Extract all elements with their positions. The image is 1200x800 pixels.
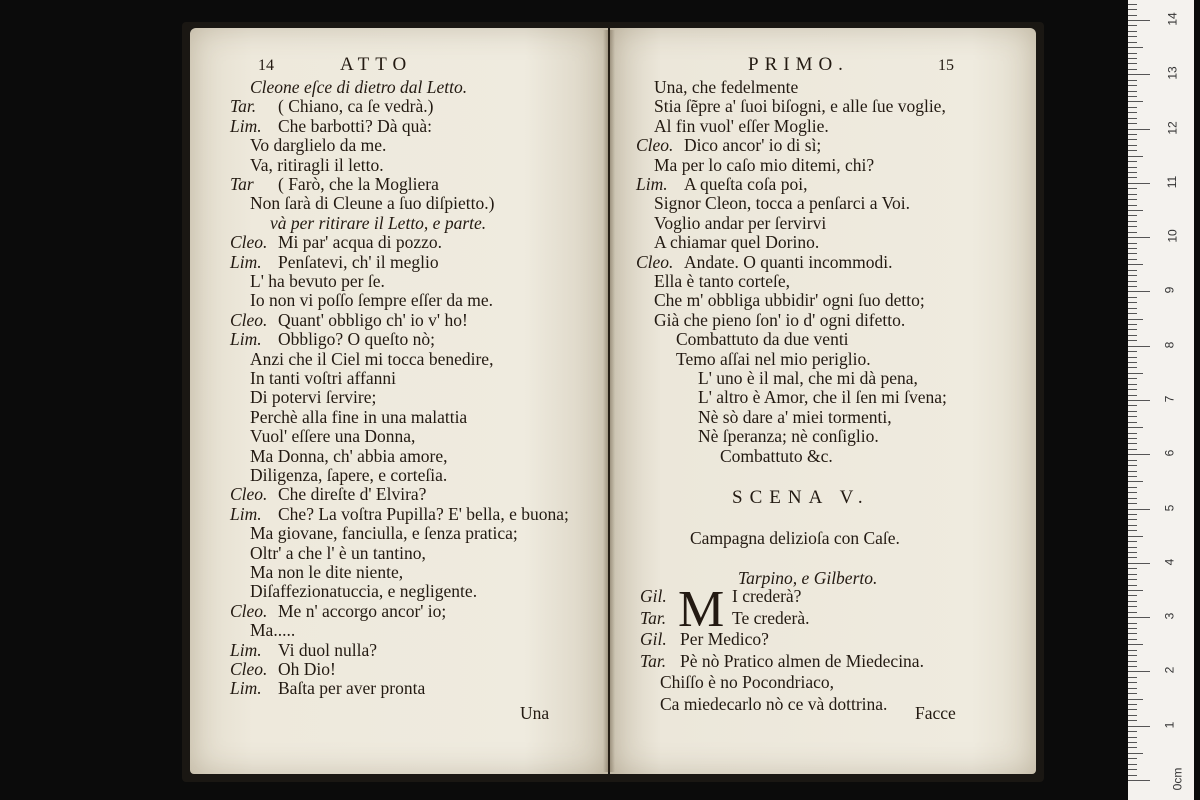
ruler-tick xyxy=(1128,742,1137,743)
ruler-tick xyxy=(1128,563,1150,564)
ruler-tick xyxy=(1128,297,1137,298)
ruler-tick xyxy=(1128,644,1143,645)
left-catchword: Una xyxy=(520,703,550,723)
ruler-tick xyxy=(1128,129,1150,130)
ruler-tick xyxy=(1128,547,1137,548)
ruler-tick xyxy=(1128,623,1137,624)
text-line: Penſatevi, ch' il meglio xyxy=(278,251,439,272)
text-line: ( Farò, che la Mogliera xyxy=(278,174,439,194)
ruler-tick xyxy=(1128,443,1137,444)
ruler-tick xyxy=(1128,161,1137,162)
ruler-tick xyxy=(1128,378,1137,379)
ruler-tick xyxy=(1128,438,1137,439)
ruler-tick xyxy=(1128,612,1137,613)
ruler-tick xyxy=(1128,275,1137,276)
ruler-tick xyxy=(1128,259,1137,260)
text-line: I crederà? xyxy=(732,586,802,606)
text-line: Pè nò Pratico almen de Miedecina. xyxy=(680,650,924,671)
text-line: Ella è tanto corteſe, xyxy=(654,271,791,291)
ruler-tick xyxy=(1128,340,1137,341)
text-line: ( Chiano, ca ſe vedrà.) xyxy=(278,96,434,117)
ruler-tick xyxy=(1128,699,1143,700)
ruler-label: 13 xyxy=(1165,66,1180,80)
ruler-tick xyxy=(1128,351,1137,352)
ruler-tick xyxy=(1128,650,1137,651)
text-line: Me n' accorgo ancor' io; xyxy=(278,600,447,621)
ruler-tick xyxy=(1128,253,1137,254)
book-gutter xyxy=(603,30,615,772)
text-line: Combattuto da due venti xyxy=(676,329,849,350)
text-line: Nè ſperanza; nè conſiglio. xyxy=(698,426,879,447)
ruler-tick xyxy=(1128,9,1137,10)
ruler-tick xyxy=(1128,362,1137,363)
text-line: Che m' obbliga ubbidir' ogni ſuo detto; xyxy=(654,290,925,311)
speaker-label: Lim. xyxy=(230,503,262,524)
ruler-tick xyxy=(1128,747,1137,748)
ruler-tick xyxy=(1128,693,1137,694)
text-line: Cleone eſce di dietro dal Letto. xyxy=(250,77,468,97)
ruler-tick xyxy=(1128,25,1137,26)
ruler-tick xyxy=(1128,498,1137,499)
ruler-tick xyxy=(1128,595,1137,596)
ruler-tick xyxy=(1128,492,1137,493)
ruler-tick xyxy=(1128,85,1137,86)
ruler-tick xyxy=(1128,655,1137,656)
ruler-tick xyxy=(1128,617,1150,618)
text-line: L' altro è Amor, che il ſen mi ſvena; xyxy=(698,387,947,408)
speaker-label: Lim. xyxy=(230,115,262,136)
text-line: Ma giovane, fanciulla, e ſenza pratica; xyxy=(250,523,518,544)
ruler-tick xyxy=(1128,769,1137,770)
text-line: A queſta coſa poi, xyxy=(684,174,808,194)
ruler-tick xyxy=(1128,628,1137,629)
ruler-tick xyxy=(1128,4,1137,5)
text-line: Ma..... xyxy=(250,620,296,641)
ruler-tick xyxy=(1128,422,1137,423)
ruler-tick xyxy=(1128,503,1137,504)
speaker-label: Cleo. xyxy=(230,232,268,253)
ruler-label: 12 xyxy=(1165,120,1180,135)
ruler-tick xyxy=(1128,69,1137,70)
right-catchword: Facce xyxy=(915,703,956,723)
ruler-label: 7 xyxy=(1162,395,1177,403)
ruler-tick xyxy=(1128,753,1143,754)
ruler-tick xyxy=(1128,188,1137,189)
speaker-label: Tar. xyxy=(230,96,257,117)
ruler-tick xyxy=(1128,58,1137,59)
ruler-tick xyxy=(1128,324,1137,325)
text-line: Diligenza, ſapere, e corteſia. xyxy=(250,465,448,485)
ruler-tick xyxy=(1128,411,1137,412)
text-line: Voglio andar per ſervirvi xyxy=(654,212,827,233)
ruler-tick xyxy=(1128,15,1137,16)
text-line: Stia ſẽpre a' ſuoi biſogni, e alle ſue voglie, xyxy=(654,96,946,117)
text-line: Per Medico? xyxy=(680,629,769,649)
ruler-tick xyxy=(1128,568,1137,569)
speaker-label: Cleo. xyxy=(636,135,674,156)
ruler-label: 10 xyxy=(1165,229,1180,243)
text-line: Signor Cleon, tocca a penſarci a Voi. xyxy=(654,193,910,214)
ruler-tick xyxy=(1128,74,1150,75)
ruler-tick xyxy=(1128,215,1137,216)
ruler-tick xyxy=(1128,357,1137,358)
speaker-label: Tar xyxy=(230,174,254,194)
text-line: Andate. O quanti incommodi. xyxy=(684,251,893,272)
scene-setting: Campagna delizioſa con Caſe. xyxy=(690,528,900,548)
ruler-label: 4 xyxy=(1162,558,1177,566)
ruler-tick xyxy=(1128,574,1137,575)
ruler-tick xyxy=(1128,449,1137,450)
text-line: L' ha bevuto per ſe. xyxy=(250,271,385,291)
speaker-label: Lim. xyxy=(636,174,668,194)
text-line: Temo aſſai nel mio periglio. xyxy=(676,348,871,369)
ruler-tick xyxy=(1128,405,1137,406)
ruler-tick xyxy=(1128,758,1137,759)
ruler-tick xyxy=(1128,427,1143,428)
text-line: Ma per lo caſo mio ditemi, chi? xyxy=(654,154,875,175)
ruler-tick xyxy=(1128,536,1143,537)
ruler-tick xyxy=(1128,384,1137,385)
speaker-label: Tar. xyxy=(640,607,667,628)
text-line: Che barbotti? Dà quà: xyxy=(278,115,433,136)
ruler-tick xyxy=(1128,476,1137,477)
ruler-tick xyxy=(1128,585,1137,586)
ruler-tick xyxy=(1128,96,1137,97)
ruler-tick xyxy=(1128,704,1137,705)
ruler-tick xyxy=(1128,145,1137,146)
ruler-tick xyxy=(1128,47,1143,48)
ruler-tick xyxy=(1128,525,1137,526)
ruler-tick xyxy=(1128,139,1137,140)
ruler-tick xyxy=(1128,367,1137,368)
ruler-tick xyxy=(1128,42,1137,43)
text-line: Combattuto &c. xyxy=(720,445,833,466)
ruler-tick xyxy=(1128,764,1137,765)
ruler-tick xyxy=(1128,177,1137,178)
ruler-tick xyxy=(1128,270,1137,271)
right-page-number: 15 xyxy=(938,57,954,74)
ruler-tick xyxy=(1128,329,1137,330)
text-line: Chiſſo è no Pocondriaco, xyxy=(660,672,835,692)
ruler-tick xyxy=(1128,731,1137,732)
ruler-label: 1 xyxy=(1162,721,1177,729)
ruler-tick xyxy=(1128,775,1137,776)
ruler-tick xyxy=(1128,666,1137,667)
ruler-tick xyxy=(1128,465,1137,466)
text-line: Una, che fedelmente xyxy=(654,77,799,97)
scene-title: SCENA V. xyxy=(732,487,870,508)
ruler-tick xyxy=(1128,194,1137,195)
ruler-tick xyxy=(1128,248,1137,249)
ruler-tick xyxy=(1128,232,1137,233)
ruler-tick xyxy=(1128,726,1150,727)
speaker-label: Cleo. xyxy=(230,659,268,679)
ruler-tick xyxy=(1128,389,1137,390)
ruler-tick xyxy=(1128,335,1137,336)
scene-characters: Tarpino, e Gilberto. xyxy=(738,568,878,588)
ruler-tick xyxy=(1128,291,1150,292)
ruler-tick xyxy=(1128,36,1137,37)
ruler-tick xyxy=(1128,226,1137,227)
text-line: Diſaffezionatuccia, e negligente. xyxy=(250,581,478,602)
ruler-tick xyxy=(1128,400,1150,401)
ruler-tick xyxy=(1128,134,1137,135)
text-line: In tanti voſtri affanni xyxy=(250,368,396,388)
ruler-tick xyxy=(1128,606,1137,607)
speaker-label: Gil. xyxy=(640,586,667,606)
ruler-tick xyxy=(1128,205,1137,206)
ruler-tick xyxy=(1128,514,1137,515)
ruler-tick xyxy=(1128,183,1150,184)
ruler-tick xyxy=(1128,286,1137,287)
ruler-tick xyxy=(1128,237,1150,238)
ruler-tick xyxy=(1128,433,1137,434)
text-line: và per ritirare il Letto, e parte. xyxy=(270,212,487,233)
text-line: Dico ancor' io di sì; xyxy=(684,135,822,156)
ruler-label: 9 xyxy=(1162,287,1177,294)
ruler-tick xyxy=(1128,112,1137,113)
ruler-tick xyxy=(1128,91,1137,92)
ruler-tick xyxy=(1128,264,1143,265)
ruler-tick xyxy=(1128,671,1150,672)
right-running-head: PRIMO. xyxy=(748,54,849,75)
text-line: Ma non le dite niente, xyxy=(250,562,404,582)
ruler-tick xyxy=(1128,471,1137,472)
text-line: Che direſte d' Elvira? xyxy=(278,484,427,505)
text-line: Oltr' a che l' è un tantino, xyxy=(250,542,426,563)
ruler-tick xyxy=(1128,346,1150,347)
ruler-tick xyxy=(1128,150,1137,151)
speaker-label: Cleo. xyxy=(230,484,268,505)
speaker-label: Tar. xyxy=(640,650,667,671)
drop-cap: M xyxy=(678,581,725,638)
text-line: L' uno è il mal, che mi dà pena, xyxy=(698,368,918,388)
ruler-tick xyxy=(1128,601,1137,602)
text-line: Ca miedecarlo nò ce và dottrina. xyxy=(660,693,888,714)
ruler-tick xyxy=(1128,661,1137,662)
text-line: Già che pieno ſon' io d' ogni difetto. xyxy=(654,309,906,330)
ruler-tick xyxy=(1128,552,1137,553)
ruler-tick xyxy=(1128,530,1137,531)
ruler-tick xyxy=(1128,715,1137,716)
ruler-tick xyxy=(1128,454,1150,455)
speaker-label: Gil. xyxy=(640,629,667,649)
text-line: Vuol' eſſere una Donna, xyxy=(250,426,416,447)
ruler-tick xyxy=(1128,243,1137,244)
text-line: Vo darglielo da me. xyxy=(250,135,387,156)
ruler-label: 0cm xyxy=(1170,767,1185,791)
ruler-tick xyxy=(1128,780,1150,781)
ruler-tick xyxy=(1128,313,1137,314)
ruler-tick xyxy=(1128,557,1137,558)
text-line: Anzi che il Ciel mi tocca benedire, xyxy=(250,348,494,369)
ruler-tick xyxy=(1128,118,1137,119)
ruler-tick xyxy=(1128,80,1137,81)
ruler-tick xyxy=(1128,460,1137,461)
ruler-tick xyxy=(1128,737,1137,738)
ruler-label: 11 xyxy=(1165,175,1180,189)
ruler-label: 14 xyxy=(1165,12,1180,26)
ruler-tick xyxy=(1128,63,1137,64)
ruler-tick xyxy=(1128,590,1143,591)
speaker-label: Cleo. xyxy=(230,309,268,330)
ruler-tick xyxy=(1128,31,1137,32)
speaker-label: Cleo. xyxy=(636,251,674,272)
ruler-tick xyxy=(1128,677,1137,678)
text-line: Nè sò dare a' miei tormenti, xyxy=(698,406,892,427)
ruler-tick xyxy=(1128,682,1137,683)
ruler-tick xyxy=(1128,519,1137,520)
text-line: A chiamar quel Dorino. xyxy=(654,232,820,253)
ruler-tick xyxy=(1128,302,1137,303)
ruler-tick xyxy=(1128,487,1137,488)
ruler-tick xyxy=(1128,172,1137,173)
text-line: Io non vi poſſo ſempre eſſer da me. xyxy=(250,290,493,311)
text-line: Va, ritiragli il letto. xyxy=(250,154,384,175)
text-line: Che? La voſtra Pupilla? E' bella, e buona; xyxy=(278,503,569,524)
speaker-label: Lim. xyxy=(230,251,262,272)
text-line: Ma Donna, ch' abbia amore, xyxy=(250,445,448,466)
ruler-tick xyxy=(1128,639,1137,640)
ruler-tick xyxy=(1128,373,1143,374)
ruler-label: 2 xyxy=(1162,667,1177,674)
ruler-tick xyxy=(1128,633,1137,634)
left-page-number: 14 xyxy=(258,57,274,74)
ruler-tick xyxy=(1128,107,1137,108)
ruler-tick xyxy=(1128,395,1137,396)
ruler-tick xyxy=(1128,210,1143,211)
ruler-tick xyxy=(1128,53,1137,54)
text-line: Non ſarà di Cleune a ſuo diſpietto.) xyxy=(250,193,495,214)
ruler-tick xyxy=(1128,281,1137,282)
ruler-tick xyxy=(1128,221,1137,222)
text-line: Obbligo? O queſto nò; xyxy=(278,329,435,350)
ruler-tick xyxy=(1128,709,1137,710)
ruler-tick xyxy=(1128,416,1137,417)
ruler-label: 6 xyxy=(1162,449,1177,457)
ruler-label: 5 xyxy=(1162,504,1177,511)
text-line: Te crederà. xyxy=(732,607,810,628)
ruler-label: 8 xyxy=(1162,341,1177,349)
speaker-label: Lim. xyxy=(230,329,262,350)
speaker-label: Cleo. xyxy=(230,600,268,621)
ruler-tick xyxy=(1128,509,1150,510)
text-line: Oh Dio! xyxy=(278,659,336,679)
speaker-label: Lim. xyxy=(230,678,262,699)
left-running-head: ATTO xyxy=(340,54,413,75)
speaker-label: Lim. xyxy=(230,639,262,660)
text-line: Perchè alla fine in una malattia xyxy=(250,406,468,427)
ruler-tick xyxy=(1128,167,1137,168)
text-line: Vi duol nulla? xyxy=(278,639,378,660)
ruler-tick xyxy=(1128,156,1143,157)
ruler-tick xyxy=(1128,20,1150,21)
ruler-tick xyxy=(1128,579,1137,580)
ruler-label: 3 xyxy=(1162,612,1177,620)
text-line: Quant' obbligo ch' io v' ho! xyxy=(278,309,468,330)
ruler-tick xyxy=(1128,101,1143,102)
ruler-tick xyxy=(1128,199,1137,200)
text-line: Di potervi ſervire; xyxy=(250,387,377,408)
text-line: Mi par' acqua di pozzo. xyxy=(278,232,442,253)
text-line: Baſta per aver pronta xyxy=(278,678,426,699)
ruler-tick xyxy=(1128,319,1143,320)
text-line: Al fin vuol' eſſer Moglie. xyxy=(654,115,829,136)
ruler-tick xyxy=(1128,123,1137,124)
ruler-tick xyxy=(1128,688,1137,689)
ruler-tick xyxy=(1128,308,1137,309)
ruler-tick xyxy=(1128,720,1137,721)
ruler-tick xyxy=(1128,481,1143,482)
ruler-tick xyxy=(1128,541,1137,542)
